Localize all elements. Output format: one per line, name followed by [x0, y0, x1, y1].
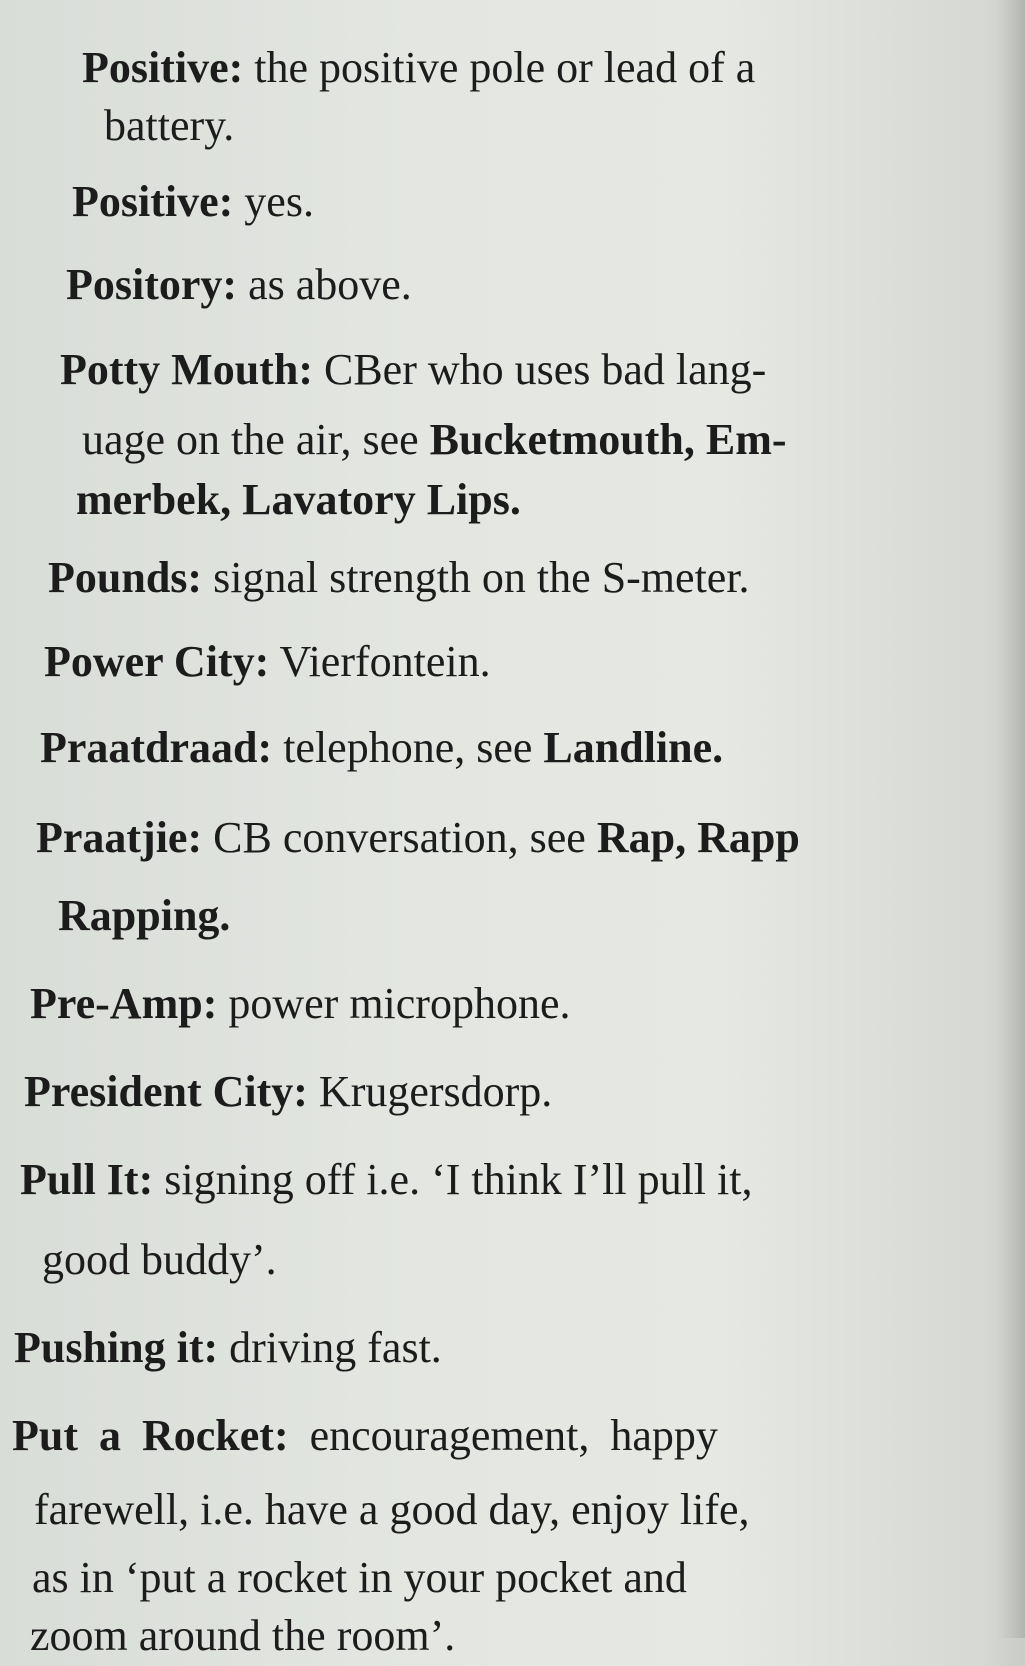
entry-definition: Krugersdorp. [318, 1067, 553, 1116]
entry-definition: driving fast. [229, 1323, 442, 1372]
entry-continuation [58, 886, 230, 946]
page-edge-shadow [997, 0, 1025, 1638]
entry-pushing-it: Pushing it: driving fast. [14, 1323, 442, 1372]
entry-power-city: Power City: Vierfontein. [44, 637, 491, 686]
entry-praatjie: Praatjie: CB conversation, see Rap, Rapp [36, 813, 800, 862]
entry-definition: telephone, see [283, 723, 544, 772]
entry-continuation: as in ‘put a rocket in your pocket and [32, 1553, 687, 1602]
entry-definition: signal strength on the S-meter. [213, 553, 750, 602]
cross-reference: Rap, Rapp [596, 813, 800, 862]
cross-reference: Rapping. [58, 891, 231, 940]
entry-continuation [76, 470, 521, 530]
entry-praatdraad: Praatdraad: telephone, see Landline. [40, 723, 724, 772]
cross-reference: Bucketmouth, Em- [429, 415, 787, 464]
entry-continuation: zoom around the room’. [30, 1611, 456, 1660]
entry-term: President City [24, 1067, 294, 1116]
entry-pre-amp: Pre-Amp: power microphone. [30, 979, 571, 1028]
entry-pounds: Pounds: signal strength on the S-meter. [48, 553, 750, 602]
entry-definition: power microphone. [228, 979, 571, 1028]
entry-term: Pushing it [14, 1323, 204, 1372]
entry-continuation: battery. [104, 101, 235, 150]
entry-definition: CBer who uses bad lang- [323, 345, 767, 394]
entry-term: Praatjie [36, 813, 188, 862]
entry-continuation: farewell, i.e. have a good day, enjoy life, [34, 1485, 750, 1534]
entry-term: Pository [66, 260, 223, 309]
entry-pository: Pository: as above. [66, 260, 412, 309]
entry-term: Pre-Amp [30, 979, 203, 1028]
cross-reference: merbek, Lavatory Lips. [76, 475, 521, 524]
entry-definition: CB conversation, see [213, 813, 597, 862]
entry-definition: Vierfontein. [279, 637, 491, 686]
entry-positive-yes: Positive: yes. [72, 177, 314, 226]
entry-pull-it: Pull It: signing off i.e. ‘I think I’ll pull it, [20, 1155, 753, 1204]
entry-continuation: uage on the air, see Bucketmouth, Em- [82, 415, 787, 464]
entry-definition: yes. [244, 177, 314, 226]
entry-positive-battery: Positive: the positive pole or lead of a [82, 43, 756, 92]
entry-term: Praatdraad [40, 723, 258, 772]
cross-reference: Landline. [543, 723, 724, 772]
entry-potty-mouth: Potty Mouth: CBer who uses bad lang- [60, 345, 767, 394]
entry-continuation: good buddy’. [42, 1235, 277, 1284]
entry-definition: encouragement, happy [309, 1411, 718, 1460]
entry-term: Potty Mouth [60, 345, 299, 394]
entry-definition: the positive pole or lead of a [254, 43, 756, 92]
entry-term: Put a Rocket [12, 1411, 274, 1460]
entry-term: Pull It [20, 1155, 139, 1204]
entry-president-city: President City: Krugersdorp. [24, 1067, 553, 1116]
entry-put-a-rocket: Put a Rocket: encouragement, happy [12, 1411, 718, 1460]
entry-term: Power City [44, 637, 255, 686]
entry-term: Positive [82, 43, 229, 92]
entry-term: Positive [72, 177, 219, 226]
entry-definition: signing off i.e. ‘I think I’ll pull it, [164, 1155, 753, 1204]
entry-term: Pounds [48, 553, 188, 602]
entry-definition: as above. [248, 260, 412, 309]
